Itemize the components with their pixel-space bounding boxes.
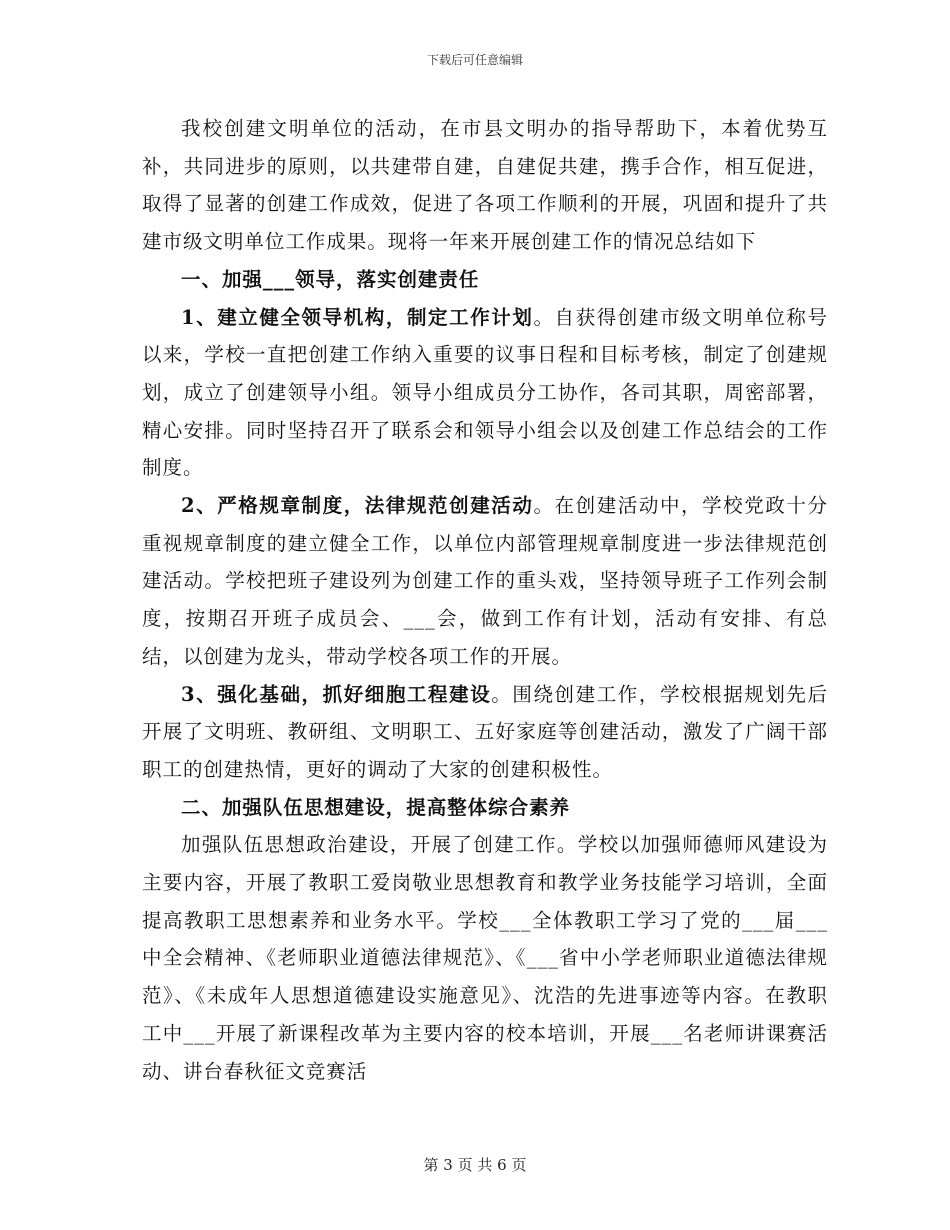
section-1-item-3 (142, 676, 828, 789)
item-2-text: 。在创建活动中，学校党政十分重视规章制度的建立健全工作，以单位内部管理规章制度进一步法律规范创建活动。学校把班子建设列为创建工作的重头戏，坚持领导班子工作列会制度，按期召开班子成员会、___会，做到工作有计划，活动有安排、有总结，以创建为龙头，带动学校各项工作的开展。 (142, 494, 828, 668)
item-3-text: 。围绕创建工作，学校根据规划先后开展了文明班、教研组、文明职工、五好家庭等创建活动，激发了广阔干部职工的创建热情，更好的调动了大家的创建积极性。 (142, 682, 828, 781)
section-1-heading: 一、加强___领导，落实创建责任 (181, 267, 480, 291)
section-2-paragraph: 加强队伍思想政治建设，开展了创建工作。学校以加强师德师风建设为主要内容，开展了教职工爱岗敬业思想教育和教学业务技能学习培训，全面提高教职工思想素养和业务水平。学校___全体教职工学习了党的___届___中全会精神、《老师职业道德法律规范》、《___省中小学老师职业道德法律规范》、《未成年人思想道德建设实施意见》、沈浩的先进事迹等内容。在教职工中___开展了新课程改革为主要内容的校本培训，开展___名老师讲课赛活动、讲台春秋征文竞赛活 (142, 833, 828, 1083)
page-number: 第 3 页 共 6 页 (423, 1156, 527, 1174)
document-body (142, 110, 828, 1090)
section-1-item-2 (142, 487, 828, 676)
item-2-lead: 2、严格规章制度，法律规范创建活动 (181, 494, 534, 518)
section-2-heading: 二、加强队伍思想建设，提高整体综合素养 (181, 795, 571, 819)
page-header-note: 下载后可任意编辑 (426, 53, 523, 67)
section-1-item-1 (142, 299, 828, 488)
item-1-text: 。自获得创建市级文明单位称号以来，学校一直把创建工作纳入重要的议事日程和目标考核，制定了创建规划，成立了创建领导小组。领导小组成员分工协作，各司其职，周密部署，精心安排。同时坚持召开了联系会和领导小组会以及创建工作总结会的工作制度。 (142, 305, 828, 480)
item-3-lead: 3、强化基础，抓好细胞工程建设 (181, 682, 492, 706)
item-1-lead: 1、建立健全领导机构，制定工作计划 (181, 305, 534, 329)
intro-paragraph: 我校创建文明单位的活动，在市县文明办的指导帮助下，本着优势互补，共同进步的原则，以共建带自建，自建促共建，携手合作，相互促进，取得了显著的创建工作成效，促进了各项工作顺利的开展，巩固和提升了共建市级文明单位工作成果。现将一年来开展创建工作的情况总结如下 (142, 117, 828, 254)
